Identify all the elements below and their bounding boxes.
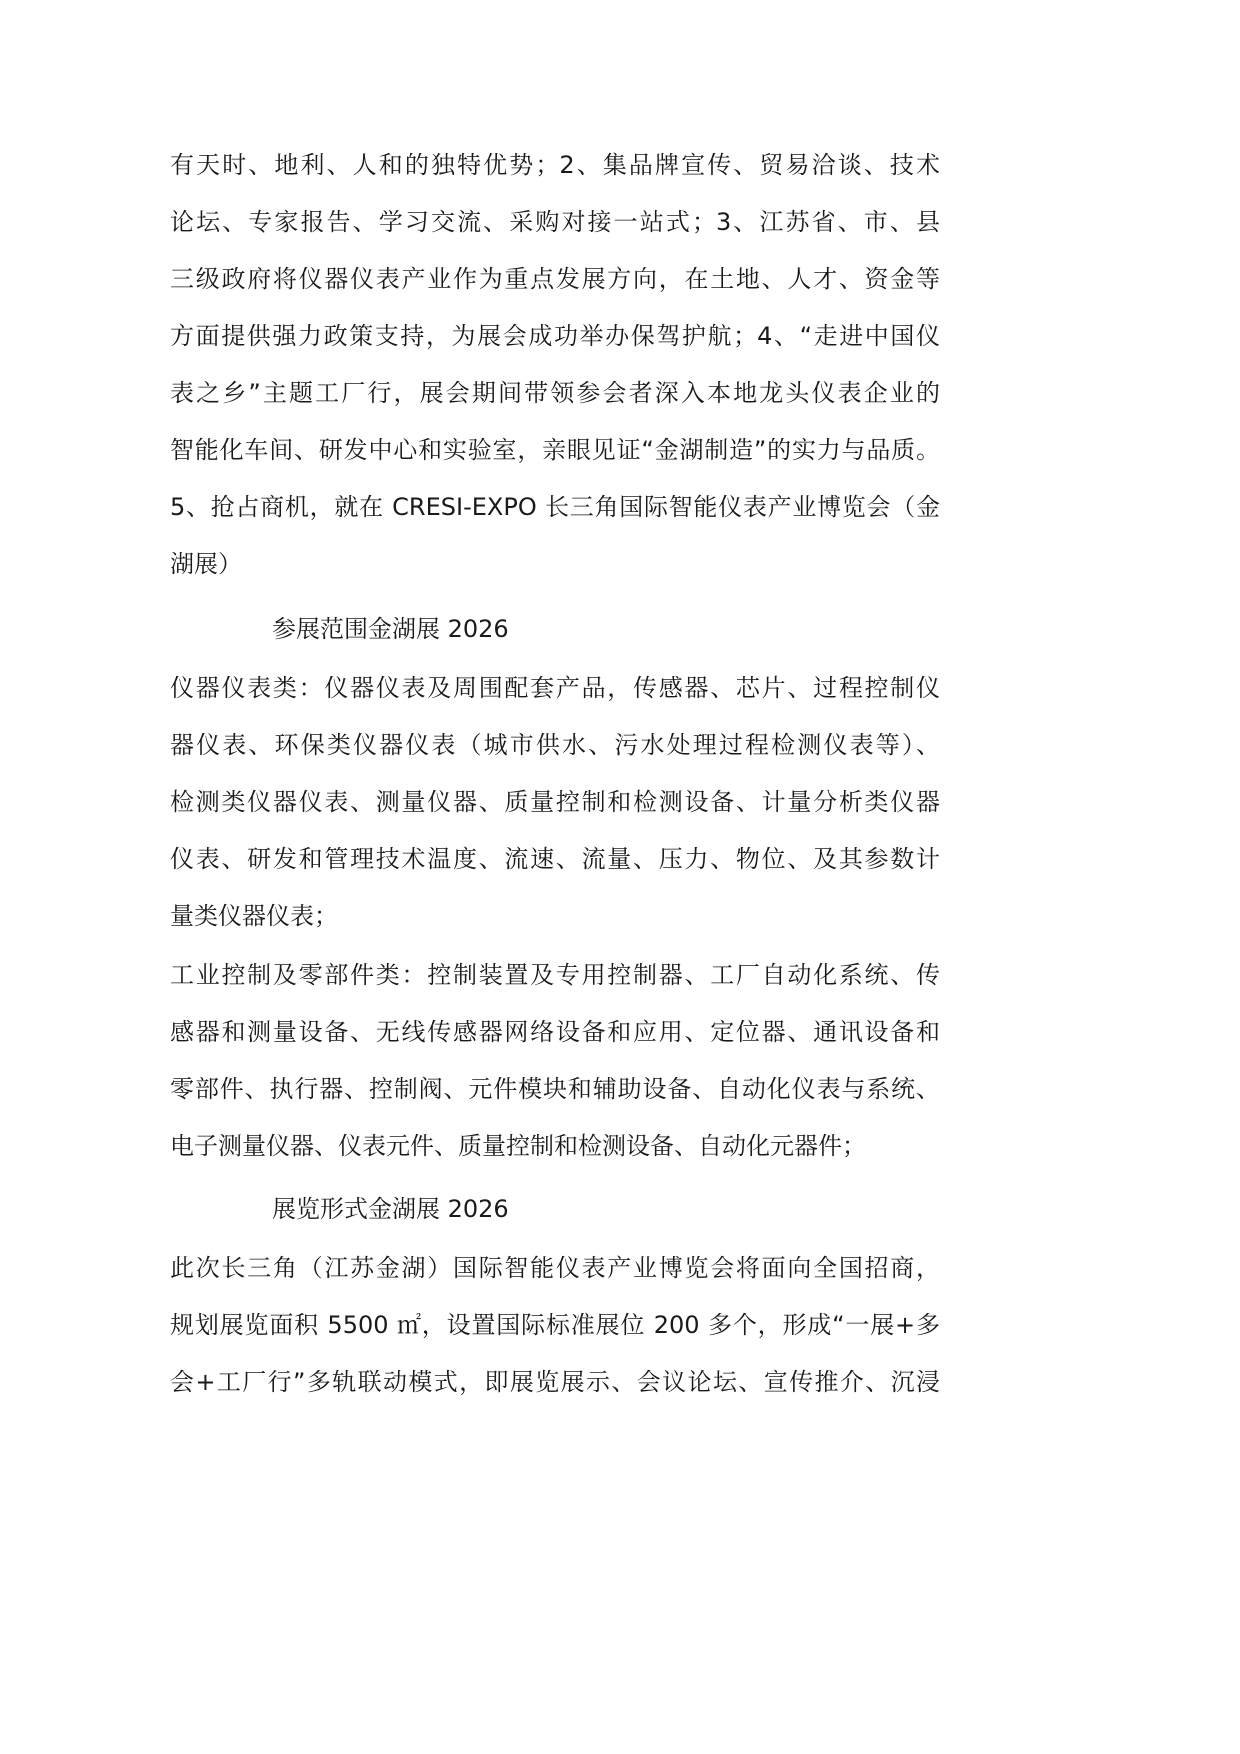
format-line-1: 此次长三角（江苏金湖）国际智能仪表产业博览会将面向全国招商， [170,1254,940,1282]
scope-line-9: 电子测量仪器、仪表元件、质量控制和检测设备、自动化元器件； [170,1132,866,1160]
intro-line-2: 论坛、专家报告、学习交流、采购对接一站式；3、江苏省、市、县 [170,208,940,236]
scope-line-3: 检测类仪器仪表、测量仪器、质量控制和检测设备、计量分析类仪器 [170,788,940,816]
intro-line-1: 有天时、地利、人和的独特优势；2、集品牌宣传、贸易洽谈、技术 [170,151,940,179]
intro-line-8: 湖展） [170,550,242,578]
section-heading-scope: 参展范围金湖展 2026 [272,615,509,643]
intro-line-6: 智能化车间、研发中心和实验室，亲眼见证“金湖制造”的实力与品质。 [170,436,940,464]
scope-line-6: 工业控制及零部件类：控制装置及专用控制器、工厂自动化系统、传 [170,961,940,989]
scope-line-4: 仪表、研发和管理技术温度、流速、流量、压力、物位、及其参数计 [170,845,940,873]
scope-line-7: 感器和测量设备、无线传感器网络设备和应用、定位器、通讯设备和 [170,1018,940,1046]
section-heading-format: 展览形式金湖展 2026 [272,1195,509,1223]
intro-line-4: 方面提供强力政策支持，为展会成功举办保驾护航；4、“走进中国仪 [170,322,940,350]
scope-line-2: 器仪表、环保类仪器仪表（城市供水、污水处理过程检测仪表等）、 [170,731,940,759]
format-line-3: 会+工厂行”多轨联动模式，即展览展示、会议论坛、宣传推介、沉浸 [170,1368,940,1396]
format-line-2: 规划展览面积 5500 ㎡，设置国际标准展位 200 多个，形成“一展+多 [170,1311,940,1339]
scope-line-8: 零部件、执行器、控制阀、元件模块和辅助设备、自动化仪表与系统、 [170,1075,940,1103]
intro-line-5: 表之乡”主题工厂行，展会期间带领参会者深入本地龙头仪表企业的 [170,379,940,407]
scope-line-5: 量类仪器仪表； [170,902,338,930]
intro-line-7: 5、抢占商机，就在 CRESI-EXPO 长三角国际智能仪表产业博览会（金 [170,493,940,521]
scope-line-1: 仪器仪表类：仪器仪表及周围配套产品，传感器、芯片、过程控制仪 [170,674,940,702]
intro-line-3: 三级政府将仪器仪表产业作为重点发展方向，在土地、人才、资金等 [170,265,940,293]
